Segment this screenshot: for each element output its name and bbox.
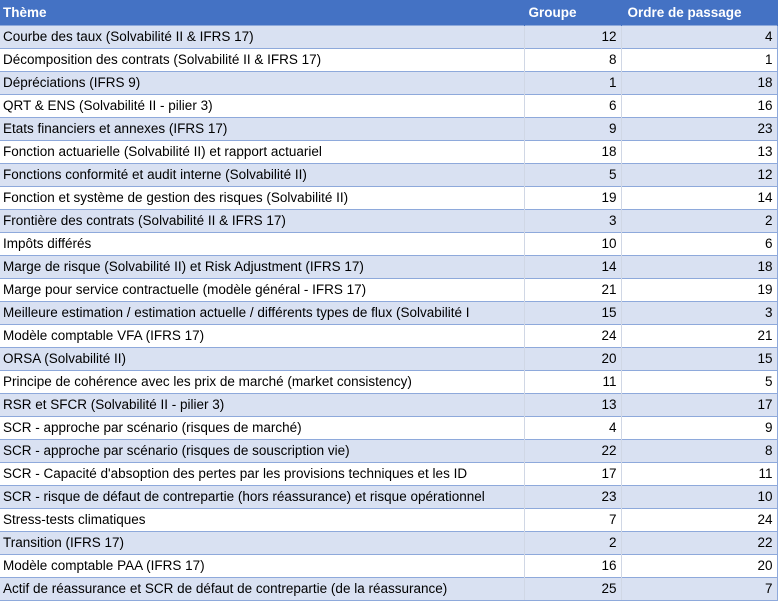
header-groupe[interactable]: Groupe bbox=[524, 0, 621, 25]
cell-theme[interactable]: Fonction actuarielle (Solvabilité II) et rapport actuariel bbox=[0, 140, 524, 163]
cell-ordre[interactable]: 11 bbox=[621, 462, 777, 485]
cell-theme[interactable]: SCR - Capacité d'absoption des pertes par les provisions techniques et les ID bbox=[0, 462, 524, 485]
table-row bbox=[0, 347, 777, 370]
cell-groupe[interactable]: 9 bbox=[524, 117, 621, 140]
table-row bbox=[0, 393, 777, 416]
cell-groupe[interactable]: 15 bbox=[524, 301, 621, 324]
cell-theme[interactable]: Fonction et système de gestion des risques (Solvabilité II) bbox=[0, 186, 524, 209]
header-row bbox=[0, 0, 777, 25]
cell-groupe[interactable]: 23 bbox=[524, 485, 621, 508]
table-row bbox=[0, 94, 777, 117]
cell-theme[interactable]: Actif de réassurance et SCR de défaut de contrepartie (de la réassurance) bbox=[0, 577, 524, 600]
cell-groupe[interactable]: 8 bbox=[524, 48, 621, 71]
cell-theme[interactable]: SCR - risque de défaut de contrepartie (hors réassurance) et risque opérationnel bbox=[0, 485, 524, 508]
table-row bbox=[0, 163, 777, 186]
table-row bbox=[0, 48, 777, 71]
cell-groupe[interactable]: 2 bbox=[524, 531, 621, 554]
cell-ordre[interactable]: 24 bbox=[621, 508, 777, 531]
cell-groupe[interactable]: 10 bbox=[524, 232, 621, 255]
cell-ordre[interactable]: 12 bbox=[621, 163, 777, 186]
cell-theme[interactable]: Impôts différés bbox=[0, 232, 524, 255]
cell-ordre[interactable]: 16 bbox=[621, 94, 777, 117]
cell-groupe[interactable]: 12 bbox=[524, 25, 621, 48]
cell-ordre[interactable]: 22 bbox=[621, 531, 777, 554]
cell-theme[interactable]: ORSA (Solvabilité II) bbox=[0, 347, 524, 370]
cell-theme[interactable]: Courbe des taux (Solvabilité II & IFRS 17) bbox=[0, 25, 524, 48]
cell-groupe[interactable]: 6 bbox=[524, 94, 621, 117]
cell-ordre[interactable]: 9 bbox=[621, 416, 777, 439]
cell-groupe[interactable]: 22 bbox=[524, 439, 621, 462]
table-row bbox=[0, 255, 777, 278]
cell-ordre[interactable]: 8 bbox=[621, 439, 777, 462]
cell-ordre[interactable]: 19 bbox=[621, 278, 777, 301]
cell-ordre[interactable]: 20 bbox=[621, 554, 777, 577]
cell-groupe[interactable]: 7 bbox=[524, 508, 621, 531]
table-row bbox=[0, 370, 777, 393]
cell-groupe[interactable]: 25 bbox=[524, 577, 621, 600]
table-row bbox=[0, 531, 777, 554]
cell-groupe[interactable]: 17 bbox=[524, 462, 621, 485]
cell-ordre[interactable]: 17 bbox=[621, 393, 777, 416]
table-row bbox=[0, 508, 777, 531]
table-row bbox=[0, 439, 777, 462]
cell-ordre[interactable]: 18 bbox=[621, 71, 777, 94]
cell-theme[interactable]: Modèle comptable PAA (IFRS 17) bbox=[0, 554, 524, 577]
cell-theme[interactable]: Dépréciations (IFRS 9) bbox=[0, 71, 524, 94]
cell-groupe[interactable]: 20 bbox=[524, 347, 621, 370]
table-row bbox=[0, 232, 777, 255]
cell-ordre[interactable]: 3 bbox=[621, 301, 777, 324]
table-row bbox=[0, 577, 777, 600]
table-body bbox=[0, 25, 777, 600]
cell-ordre[interactable]: 1 bbox=[621, 48, 777, 71]
table-row bbox=[0, 186, 777, 209]
cell-theme[interactable]: Modèle comptable VFA (IFRS 17) bbox=[0, 324, 524, 347]
cell-groupe[interactable]: 19 bbox=[524, 186, 621, 209]
cell-theme[interactable]: RSR et SFCR (Solvabilité II - pilier 3) bbox=[0, 393, 524, 416]
cell-ordre[interactable]: 13 bbox=[621, 140, 777, 163]
header-theme[interactable]: Thème bbox=[0, 0, 524, 25]
cell-groupe[interactable]: 11 bbox=[524, 370, 621, 393]
cell-ordre[interactable]: 7 bbox=[621, 577, 777, 600]
cell-theme[interactable]: Marge de risque (Solvabilité II) et Risk Adjustment (IFRS 17) bbox=[0, 255, 524, 278]
cell-groupe[interactable]: 5 bbox=[524, 163, 621, 186]
cell-ordre[interactable]: 2 bbox=[621, 209, 777, 232]
cell-theme[interactable]: Fonctions conformité et audit interne (Solvabilité II) bbox=[0, 163, 524, 186]
cell-ordre[interactable]: 14 bbox=[621, 186, 777, 209]
table-row bbox=[0, 485, 777, 508]
cell-theme[interactable]: Frontière des contrats (Solvabilité II & IFRS 17) bbox=[0, 209, 524, 232]
table-row bbox=[0, 25, 777, 48]
cell-theme[interactable]: Décomposition des contrats (Solvabilité II & IFRS 17) bbox=[0, 48, 524, 71]
cell-groupe[interactable]: 24 bbox=[524, 324, 621, 347]
cell-ordre[interactable]: 23 bbox=[621, 117, 777, 140]
cell-theme[interactable]: Transition (IFRS 17) bbox=[0, 531, 524, 554]
header-ordre[interactable]: Ordre de passage bbox=[621, 0, 777, 25]
cell-ordre[interactable]: 21 bbox=[621, 324, 777, 347]
cell-ordre[interactable]: 6 bbox=[621, 232, 777, 255]
table-row bbox=[0, 117, 777, 140]
cell-theme[interactable]: Principe de cohérence avec les prix de marché (market consistency) bbox=[0, 370, 524, 393]
cell-theme[interactable]: Marge pour service contractuelle (modèle général - IFRS 17) bbox=[0, 278, 524, 301]
table-row bbox=[0, 140, 777, 163]
cell-theme[interactable]: SCR - approche par scénario (risques de marché) bbox=[0, 416, 524, 439]
cell-groupe[interactable]: 18 bbox=[524, 140, 621, 163]
cell-theme[interactable]: Meilleure estimation / estimation actuelle / différents types de flux (Solvabilité I bbox=[0, 301, 524, 324]
table-row bbox=[0, 301, 777, 324]
cell-ordre[interactable]: 5 bbox=[621, 370, 777, 393]
table-row bbox=[0, 71, 777, 94]
cell-theme[interactable]: Etats financiers et annexes (IFRS 17) bbox=[0, 117, 524, 140]
cell-groupe[interactable]: 1 bbox=[524, 71, 621, 94]
table-row bbox=[0, 324, 777, 347]
table-row bbox=[0, 554, 777, 577]
cell-ordre[interactable]: 10 bbox=[621, 485, 777, 508]
table-row bbox=[0, 278, 777, 301]
table-row bbox=[0, 462, 777, 485]
cell-theme[interactable]: QRT & ENS (Solvabilité II - pilier 3) bbox=[0, 94, 524, 117]
table-row bbox=[0, 416, 777, 439]
table-row bbox=[0, 209, 777, 232]
cell-groupe[interactable]: 21 bbox=[524, 278, 621, 301]
cell-groupe[interactable]: 13 bbox=[524, 393, 621, 416]
cell-ordre[interactable]: 18 bbox=[621, 255, 777, 278]
cell-groupe[interactable]: 16 bbox=[524, 554, 621, 577]
cell-groupe[interactable]: 3 bbox=[524, 209, 621, 232]
cell-groupe[interactable]: 4 bbox=[524, 416, 621, 439]
cell-theme[interactable]: SCR - approche par scénario (risques de souscription vie) bbox=[0, 439, 524, 462]
cell-groupe[interactable]: 14 bbox=[524, 255, 621, 278]
cell-ordre[interactable]: 4 bbox=[621, 25, 777, 48]
cell-ordre[interactable]: 15 bbox=[621, 347, 777, 370]
cell-theme[interactable]: Stress-tests climatiques bbox=[0, 508, 524, 531]
